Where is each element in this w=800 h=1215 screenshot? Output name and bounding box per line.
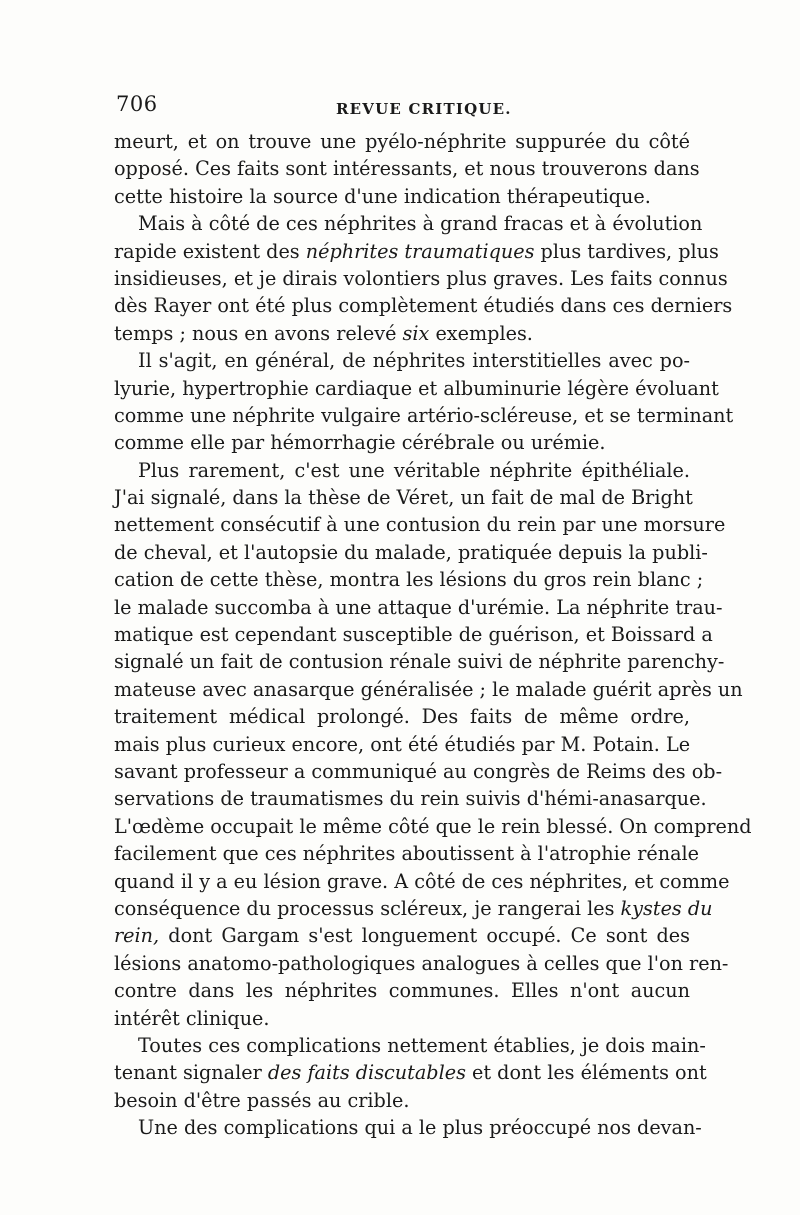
text-line: mateuse avec anasarque généralisée ; le malade guérit après un	[114, 677, 743, 701]
text-line: tenant signaler des faits discutables et dont les éléments ont	[114, 1061, 707, 1085]
text-line: cette histoire la source d'une indication thérapeutique.	[114, 184, 651, 208]
body-text	[114, 128, 752, 1141]
text-line: Il s'agit, en général, de néphrites interstitielles avec po-	[138, 349, 690, 373]
text-line: cation de cette thèse, montra les lésions du gros rein blanc ;	[114, 568, 704, 592]
text-line: quand il y a eu lésion grave. A côté de ces néphrites, et comme	[114, 869, 730, 893]
page-number: 706	[116, 92, 158, 116]
text-line: Plus rarement, c'est une véritable néphrite épithéliale.	[138, 458, 690, 482]
text-line: besoin d'être passés au crible.	[114, 1088, 410, 1112]
text-line: savant professeur a communiqué au congrès de Reims des ob-	[114, 759, 723, 783]
text-line: lésions anatomo-pathologiques analogues à celles que l'on ren-	[114, 951, 729, 975]
text-line: mais plus curieux encore, ont été étudiés par M. Potain. Le	[114, 732, 691, 756]
text-line: nettement consécutif à une contusion du rein par une morsure	[114, 513, 726, 537]
text-line: signalé un fait de contusion rénale suivi de néphrite parenchy-	[114, 650, 725, 674]
text-line: Mais à côté de ces néphrites à grand fracas et à évolution	[138, 212, 703, 236]
running-title: REVUE CRITIQUE.	[336, 100, 512, 118]
text-line: rein, dont Gargam s'est longuement occupé. Ce sont des	[114, 924, 690, 948]
text-line: opposé. Ces faits sont intéressants, et nous trouverons dans	[114, 157, 700, 181]
text-line: dès Rayer ont été plus complètement étudiés dans ces derniers	[114, 294, 733, 318]
text-line: de cheval, et l'autopsie du malade, pratiquée depuis la publi-	[114, 540, 708, 564]
text-line: matique est cependant susceptible de guérison, et Boissard a	[114, 623, 713, 647]
text-line: L'œdème occupait le même côté que le rein blessé. On comprend	[114, 814, 752, 838]
text-line: contre dans les néphrites communes. Elles n'ont aucun	[114, 979, 690, 1003]
text-line: comme elle par hémorrhagie cérébrale ou urémie.	[114, 431, 606, 455]
text-line: conséquence du processus scléreux, je rangerai les kystes du	[114, 896, 713, 920]
page-header	[116, 92, 688, 122]
text-line: Une des complications qui a le plus préoccupé nos devan-	[138, 1116, 702, 1140]
text-line: J'ai signalé, dans la thèse de Véret, un fait de mal de Bright	[114, 486, 693, 510]
text-line: intérêt clinique.	[114, 1006, 270, 1030]
text-line: comme une néphrite vulgaire artério-scléreuse, et se terminant	[114, 403, 734, 427]
text-line: temps ; nous en avons relevé six exemples.	[114, 321, 533, 345]
text-line: rapide existent des néphrites traumatiques plus tardives, plus	[114, 239, 719, 263]
text-line: insidieuses, et je dirais volontiers plus graves. Les faits connus	[114, 266, 728, 290]
text-line: le malade succomba à une attaque d'urémie. La néphrite trau-	[114, 595, 723, 619]
text-line: lyurie, hypertrophie cardiaque et albuminurie légère évoluant	[114, 376, 719, 400]
text-line: traitement médical prolongé. Des faits de même ordre,	[114, 705, 690, 729]
text-line: facilement que ces néphrites aboutissent à l'atrophie rénale	[114, 842, 700, 866]
text-line: servations de traumatismes du rein suivis d'hémi-anasarque.	[114, 787, 707, 811]
text-line: Toutes ces complications nettement établies, je dois main-	[138, 1033, 706, 1057]
text-line: meurt, et on trouve une pyélo-néphrite suppurée du côté	[114, 130, 690, 153]
